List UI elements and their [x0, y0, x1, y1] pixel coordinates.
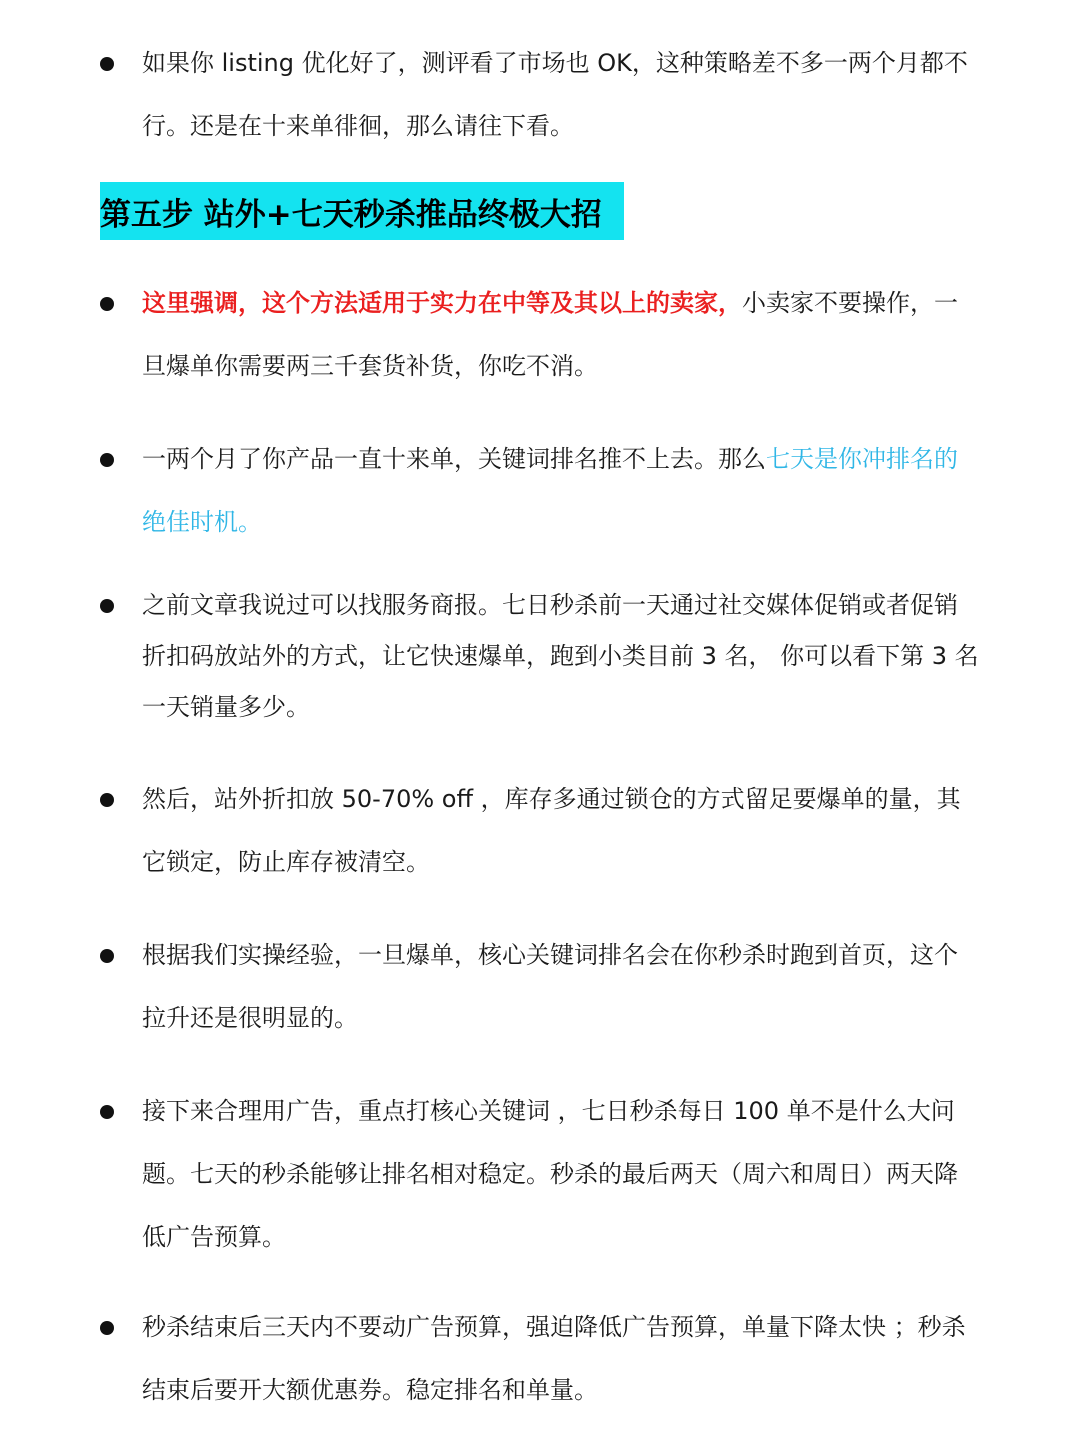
bullet-text-7: 秒杀结束后三天内不要动广告预算，强迫降低广告预算，单量下降太快 ；秒杀结束后要开大额优惠券。稳定排名和单量。	[142, 1313, 966, 1404]
bullet-emphasis-cyan: 七天是你冲排名的绝佳时机。	[142, 445, 958, 536]
intro-bullet	[100, 32, 980, 158]
intro-bullet-text: 如果你 listing 优化好了，测评看了市场也 OK，这种策略差不多一两个月都不行。还是在十来单徘徊，那么请往下看。	[142, 49, 968, 140]
bullet-dot-icon	[100, 57, 114, 71]
bullet-item-2	[100, 428, 980, 554]
bullet-item-5	[100, 924, 980, 1050]
bullet-dot-icon	[100, 453, 114, 467]
bullet-dot-icon	[100, 297, 114, 311]
bullet-item-3	[100, 580, 980, 733]
bullet-dot-icon	[100, 1321, 114, 1335]
bullet-text-6: 接下来合理用广告，重点打核心关键词 ，七日秒杀每日 100 单不是什么大问题。七天的秒杀能够让排名相对稳定。秒杀的最后两天（周六和周日）两天降低广告预算。	[142, 1097, 958, 1251]
bullet-text-body: 一两个月了你产品一直十来单，关键词排名推不上去。那么	[142, 445, 766, 473]
bullet-text-3: 之前文章我说过可以找服务商报。七日秒杀前一天通过社交媒体促销或者促销折扣码放站外的方式，让它快速爆单，跑到小类目前 3 名， 你可以看下第 3 名一天销量多少。	[142, 591, 979, 721]
bullet-dot-icon	[100, 949, 114, 963]
bullet-dot-icon	[100, 1105, 114, 1119]
section-heading	[100, 182, 624, 240]
bullet-text-4: 然后，站外折扣放 50-70% off ，库存多通过锁仓的方式留足要爆单的量，其它锁定，防止库存被清空。	[142, 785, 961, 876]
bullet-text-2	[142, 428, 980, 554]
bullet-item-6	[100, 1080, 980, 1269]
bullet-dot-icon	[100, 599, 114, 613]
section-heading-text: 第五步 站外+七天秒杀推品终极大招	[100, 196, 602, 233]
bullet-item-4	[100, 768, 980, 894]
bullet-item-1	[100, 272, 980, 398]
bullet-text-5: 根据我们实操经验，一旦爆单，核心关键词排名会在你秒杀时跑到首页，这个拉升还是很明显的。	[142, 941, 958, 1032]
bullet-dot-icon	[100, 793, 114, 807]
bullet-emphasis-red: 这里强调，这个方法适用于实力在中等及其以上的卖家，	[142, 289, 742, 317]
bullet-text-1	[142, 272, 980, 398]
bullet-item-7	[100, 1296, 980, 1422]
bullet-text-body: 小卖家不要操作，一旦爆单你需要两三千套货补货，你吃不消。	[142, 289, 958, 380]
